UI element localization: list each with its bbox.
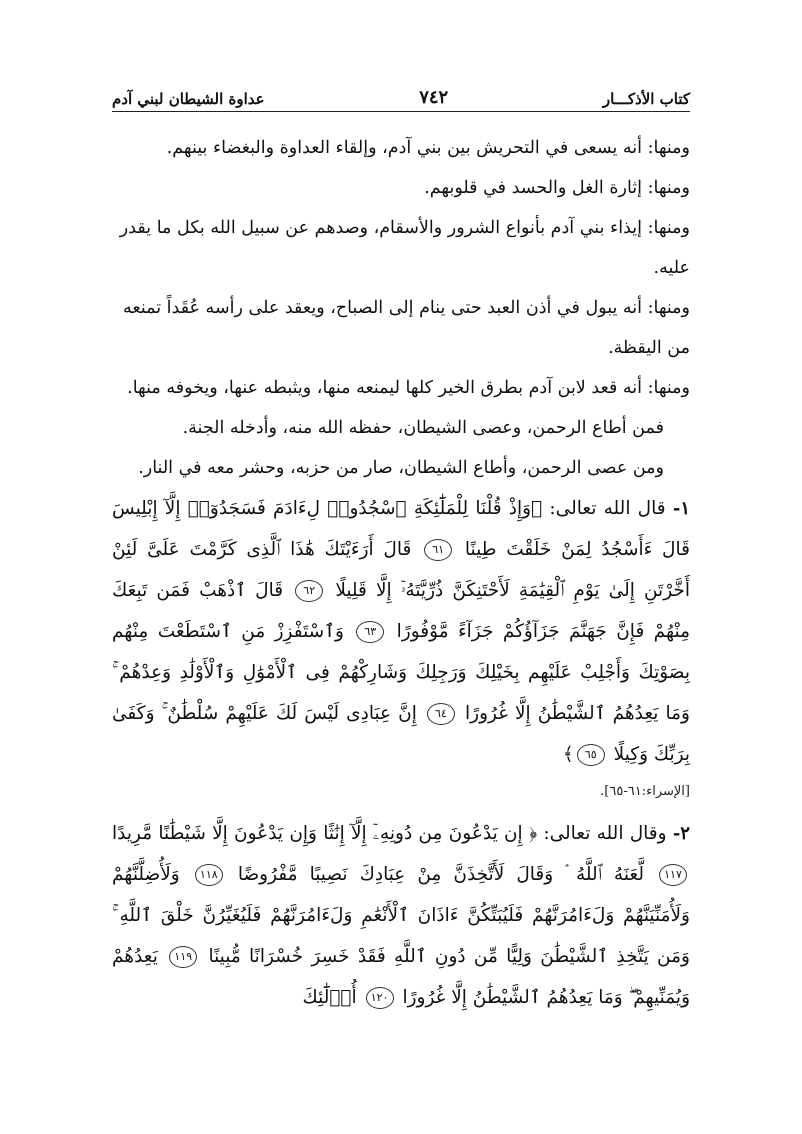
verse-text: أُو۟لَٰٓئِكَ — [302, 987, 357, 1008]
ornate-bracket-close: ﴾ — [562, 744, 574, 765]
citation-intro: وقال الله تعالى: — [543, 823, 667, 844]
quran-text-1 — [112, 488, 690, 775]
chapter-title: عداوة الشيطان لبني آدم — [112, 90, 265, 108]
verse-text: قَالَ أَرَءَيْتَكَ هَٰذَا ٱلَّذِى كَرَّمْتَ عَلَىَّ لَئِنْ أَخَّرْتَنِ إِلَىٰ يَوْمِ ٱلْقِيَٰمَةِ لَأَحْتَنِكَنَّ ذُرِّيَّتَهُۥٓ إِلَّا قَلِيلًا — [112, 539, 690, 601]
verse-text: يَعِدُهُمْ وَيُمَنِّيهِمْ ۖ وَمَا يَعِدُهُمُ ٱلشَّيْطَٰنُ إِلَّا غُرُورًا — [112, 946, 690, 1008]
verse-number-marker: ٦٤ — [427, 703, 455, 725]
verse-number-marker: ٦٢ — [295, 580, 323, 602]
header-rule — [112, 111, 690, 112]
verse-number-marker: ١١٧ — [659, 864, 687, 886]
verse-text: لَّعَنَهُ ٱللَّهُ ۘ وَقَالَ لَأَتَّخِذَنَّ مِنْ عِبَادِكَ نَصِيبًا مَّفْرُوضًا — [237, 864, 644, 885]
paragraph-5: ومنها: أنه قعد لابن آدم بطرق الخير كلها ليمنعه منها، ويثبطه عنها، ويخوفه منها. — [127, 378, 690, 398]
verse-number-marker: ١١٨ — [195, 864, 223, 886]
verse-number-marker: ٦١ — [424, 539, 452, 561]
paragraph-4: ومنها: أنه يبول في أذن العبد حتى ينام إلى الصباح، ويعقد على رأسه عُقَداً تمنعه من اليقظة. — [123, 298, 690, 358]
quran-citation-2 — [112, 813, 690, 1018]
paragraph-2: ومنها: إثارة الغل والحسد في قلوبهم. — [424, 178, 690, 198]
quran-citation-1 — [112, 488, 690, 809]
verse-text: وَٱسْتَفْزِزْ مَنِ ٱسْتَطَعْتَ مِنْهُم بِصَوْتِكَ وَأَجْلِبْ عَلَيْهِم بِخَيْلِكَ وَرَجِلِكَ وَشَارِكْهُمْ فِى ٱلْأَمْوَٰلِ وَٱلْأَوْلَٰدِ وَعِدْهُمْ ۚ وَمَا يَعِدُهُمُ ٱلشَّيْطَٰنُ إِلَّا غُرُورًا — [112, 621, 690, 724]
verse-text: إِنَّ عِبَادِى لَيْسَ لَكَ عَلَيْهِمْ سُلْطَٰنٌ ۚ وَكَفَىٰ بِرَبِّكَ وَكِيلًا — [112, 703, 690, 765]
indented-paragraph-1: فمن أطاع الرحمن، وعصى الشيطان، حفظه الله منه، وأدخله الجنة. — [182, 418, 664, 438]
quran-reference: [الإسراء:٦١-٦٥]. — [600, 784, 690, 799]
verse-number-marker: ٦٣ — [356, 621, 384, 643]
verse-text: إِن يَدْعُونَ مِن دُونِهِۦٓ إِلَّآ إِنَٰثًا وَإِن يَدْعُونَ إِلَّا شَيْطَٰنًا مَّرِيدًا — [112, 823, 523, 844]
quran-text-2 — [112, 813, 690, 1018]
verse-text: قَالَ ٱذْهَبْ فَمَن تَبِعَكَ مِنْهُمْ فَإِنَّ جَهَنَّمَ جَزَآؤُكُمْ جَزَآءً مَّوْفُورًا — [112, 580, 690, 642]
citation-number: ٢- — [672, 823, 690, 844]
page-number: ٧٤٢ — [419, 87, 449, 108]
verse-number-marker: ٦٥ — [577, 744, 605, 766]
verse-text: وَإِذْ قُلْنَا لِلْمَلَٰٓئِكَةِ ٱسْجُدُوا۟ لِءَادَمَ فَسَجَدُوٓا۟ إِلَّآ إِبْلِيسَ قَالَ ءَأَسْجُدُ لِمَنْ خَلَقْتَ طِينًا — [112, 498, 690, 560]
indented-paragraph-2: ومن عصى الرحمن، وأطاع الشيطان، صار من حزبه، وحشر معه في النار. — [138, 458, 664, 478]
verse-number-marker: ١٢٠ — [366, 987, 394, 1009]
verse-number-marker: ١١٩ — [169, 946, 197, 968]
running-header — [112, 78, 690, 108]
verse-text: وَلَأُضِلَّنَّهُمْ وَلَأُمَنِّيَنَّهُمْ وَلَءَامُرَنَّهُمْ فَلَيُبَتِّكُنَّ ءَاذَانَ ٱلْأَنْعَٰمِ وَلَءَامُرَنَّهُمْ فَلَيُغَيِّرُنَّ خَلْقَ ٱللَّهِ ۚ وَمَن يَتَّخِذِ ٱلشَّيْطَٰنَ وَلِيًّا مِّن دُونِ ٱللَّهِ فَقَدْ خَسِرَ خُسْرَانًا مُّبِينًا — [112, 864, 690, 967]
citation-number: ١- — [672, 498, 690, 519]
paragraph-3: ومنها: إيذاء بني آدم بأنواع الشرور والأسقام، وصدهم عن سبيل الله بكل ما يقدر عليه. — [119, 218, 690, 278]
ornate-bracket-open: ﴿ — [531, 498, 543, 519]
page-body — [112, 128, 690, 1134]
citation-intro: قال الله تعالى: — [549, 498, 666, 519]
ornate-bracket-open: ﴿ — [528, 823, 538, 844]
paragraph-1: ومنها: أنه يسعى في التحريش بين بني آدم، وإلقاء العداوة والبغضاء بينهم. — [166, 138, 690, 158]
book-title: كتاب الأذكـــار — [602, 90, 690, 108]
